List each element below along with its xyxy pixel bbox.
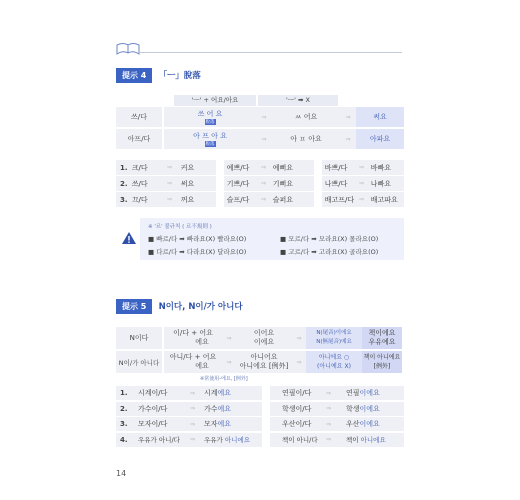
arrow-icon: ⇒ <box>190 420 196 428</box>
example-row <box>116 160 404 175</box>
example-stem: 시계 <box>204 389 218 397</box>
example-noun: 책이 아니/다 <box>282 436 318 444</box>
example-verb: 쓰/다 <box>131 179 148 188</box>
drop-tag: 脫落 <box>205 142 215 147</box>
arrow-icon: ⇒ <box>256 129 272 149</box>
rule-forms <box>236 327 292 349</box>
example-number: 1. <box>120 163 128 172</box>
tip4-header-right: 'ㅡ' ➡ X <box>258 95 338 106</box>
example-a: 책이 아니에요 <box>363 354 401 361</box>
arrow-icon: ⇒ <box>326 420 332 428</box>
example-stem: 우산 <box>346 420 360 428</box>
note-line: ■ 다르/다 ➡ 다라요(X) 달라요(O) <box>148 248 247 256</box>
example-result: 기뻐요 <box>272 179 294 188</box>
example-number: 1. <box>120 389 128 397</box>
example-ending: 아니에요 <box>224 436 251 444</box>
drop-tag: 脫落 <box>205 120 215 125</box>
example-number: 3. <box>120 420 128 428</box>
tip5-examples <box>116 386 404 448</box>
example-noun: 연필이/다 <box>282 389 312 397</box>
rule-base <box>164 327 222 349</box>
example-noun: 가수이/다 <box>138 404 168 413</box>
rule-base-bottom: 에요 <box>195 362 209 370</box>
example-verb: 크/다 <box>131 163 148 172</box>
arrow-icon: ⇒ <box>166 180 173 187</box>
arrow-icon: ⇒ <box>340 129 356 149</box>
rule-base-bottom: 에요 <box>195 338 209 346</box>
example-stem: 모자 <box>204 420 218 428</box>
arrow-icon: ⇒ <box>166 196 173 203</box>
rule-form-a: 이어요 <box>253 329 275 337</box>
arrow-icon: ⇒ <box>190 436 196 443</box>
arrow-icon: ⇒ <box>190 389 196 397</box>
example-b: [例外] <box>373 363 391 370</box>
rule-syllables-text: 쓰 어 요 <box>197 110 223 118</box>
example-noun: 우유가 아니/다 <box>138 436 180 444</box>
rule-base-top: 아니/다 + 어요 <box>169 353 217 361</box>
example-verb: 나쁘/다 <box>324 179 348 188</box>
tip5-rule-row <box>116 351 404 373</box>
arrow-icon: ⇒ <box>261 196 267 203</box>
note-line: ■ 모르/다 ➡ 모라요(X) 몰라요(O) <box>280 235 379 243</box>
rule-label: N이/가 아니다 <box>116 351 162 373</box>
example-verb: 예쁘/다 <box>226 163 250 172</box>
example-result: 꺼요 <box>180 195 195 204</box>
arrow-icon: ⇒ <box>326 436 332 443</box>
arrow-icon: ⇒ <box>358 180 364 187</box>
arrow-icon: ⇒ <box>166 164 173 171</box>
example-stem: 연필 <box>346 389 360 397</box>
example-a: 책이에요 <box>368 329 396 337</box>
example-stem: 학생 <box>346 404 360 413</box>
tip5-badge: 提示 5 <box>116 299 152 314</box>
rule-result: 아파요 <box>356 129 404 149</box>
example-verb: 끄/다 <box>131 195 148 204</box>
example-number: 4. <box>120 435 128 444</box>
example-ending: 이에요 <box>359 389 380 397</box>
arrow-icon: ⇒ <box>261 180 267 187</box>
rule-example <box>362 327 402 349</box>
example-row <box>116 417 404 431</box>
rule-syllables-text: 아 프 아 요 <box>193 132 227 140</box>
rule-usage <box>306 327 362 349</box>
arrow-icon: ⇒ <box>190 405 196 412</box>
example-ending: 이에요 <box>359 420 380 428</box>
note-line: ■ 고르/다 ➡ 고라요(X) 골라요(O) <box>280 248 379 256</box>
tip4-title: 「ㅡ」脫落 <box>158 71 201 81</box>
arrow-icon: ⇒ <box>222 351 236 373</box>
example-result: 나빠요 <box>370 179 392 188</box>
example-row <box>116 402 404 416</box>
example-stem: 우유가 <box>204 436 225 444</box>
rule-label: 아프/다 <box>116 129 162 149</box>
example-verb: 배고프/다 <box>324 195 355 204</box>
example-number: 2. <box>120 179 128 188</box>
arrow-icon: ⇒ <box>261 164 267 171</box>
rule-contracted: ㅆ 어요 <box>272 107 340 127</box>
warning-icon <box>121 231 137 245</box>
example-result: 슬퍼요 <box>272 195 294 204</box>
usage-wrong: (아니예요 X) <box>317 363 351 370</box>
usage-correct: 아니에요 ○ <box>318 354 350 361</box>
example-ending: 에요 <box>217 420 232 428</box>
example-row <box>116 192 404 207</box>
example-result: 써요 <box>180 179 195 188</box>
tip5-rule-table <box>116 327 404 373</box>
note-line: ■ 빠르/다 ➡ 빠라요(X) 빨라요(O) <box>148 235 247 243</box>
rule-label: N이다 <box>116 327 162 349</box>
arrow-icon: ⇒ <box>292 351 306 373</box>
example-result: 커요 <box>180 163 195 172</box>
example-row <box>116 176 404 191</box>
example-ending: 에요 <box>217 404 232 413</box>
arrow-icon: ⇒ <box>358 164 364 171</box>
rule-syllables <box>164 107 256 127</box>
arrow-icon: ⇒ <box>256 107 272 127</box>
header-rule <box>140 52 402 53</box>
arrow-icon: ⇒ <box>222 327 236 349</box>
arrow-icon: ⇒ <box>340 107 356 127</box>
tip4-rule-row <box>116 129 404 149</box>
rule-base-top: 이/다 + 어요 <box>173 329 213 337</box>
example-noun: 학생이/다 <box>282 404 312 413</box>
rule-form-b: 이에요 <box>253 338 275 346</box>
example-number: 2. <box>120 404 128 413</box>
page-number: 14 <box>116 469 127 478</box>
example-verb: 바쁘/다 <box>324 163 348 172</box>
rule-result: 써요 <box>356 107 404 127</box>
tip5-title: N이다, N이/가 아니다 <box>158 302 243 312</box>
rule-example <box>362 351 402 373</box>
example-row <box>116 433 404 447</box>
example-ending: 에요 <box>217 389 232 397</box>
arrow-icon: ⇒ <box>358 196 364 203</box>
example-stem: 가수 <box>204 404 218 413</box>
usage-batchim: N(尾音)이에요 <box>316 330 352 336</box>
tip4-rule-row <box>116 107 404 127</box>
rule-syllables <box>164 129 256 149</box>
arrow-icon: ⇒ <box>326 405 332 412</box>
tip4-badge: 提示 4 <box>116 68 152 83</box>
tip4-rule-table <box>116 107 404 149</box>
example-verb: 기쁘/다 <box>226 179 250 188</box>
usage-no-batchim: N(無尾音)예요 <box>316 339 352 345</box>
example-b: 우유예요 <box>368 338 396 346</box>
tip4-heading <box>116 68 201 83</box>
example-noun: 시계이/다 <box>138 389 168 397</box>
tip5-heading <box>116 299 243 314</box>
example-noun: 우산이/다 <box>282 420 312 428</box>
tip5-rule-row <box>116 327 404 349</box>
tip4-header-left: 'ㅡ' + 어요/아요 <box>174 95 256 106</box>
example-result: 배고파요 <box>370 195 398 204</box>
rule-form-b: 아니에요 [例外] <box>239 362 289 370</box>
irregular-note-box <box>140 218 404 260</box>
note-title: ※ '르' 불규칙 ( 르不規則 ) <box>148 224 212 230</box>
example-verb: 슬프/다 <box>226 195 250 204</box>
book-icon <box>115 41 141 57</box>
example-row <box>116 386 404 400</box>
rule-base <box>164 351 222 373</box>
example-number: 3. <box>120 195 128 204</box>
usage-note: ※常使用-에요, [例外] <box>200 376 248 382</box>
rule-contracted: 아 ㅍ 아요 <box>272 129 340 149</box>
example-stem: 책이 <box>346 436 361 444</box>
arrow-icon: ⇒ <box>292 327 306 349</box>
example-noun: 모자이/다 <box>138 420 168 428</box>
example-result: 바빠요 <box>370 163 392 172</box>
tip4-examples <box>116 160 404 208</box>
rule-usage <box>306 351 362 373</box>
rule-forms <box>236 351 292 373</box>
example-ending: 아니에요 <box>360 436 386 444</box>
example-ending: 이에요 <box>359 404 380 413</box>
example-result: 예뻐요 <box>272 163 294 172</box>
rule-form-a: 아니어요 <box>250 353 278 361</box>
arrow-icon: ⇒ <box>326 389 332 397</box>
rule-label: 쓰/다 <box>116 107 162 127</box>
